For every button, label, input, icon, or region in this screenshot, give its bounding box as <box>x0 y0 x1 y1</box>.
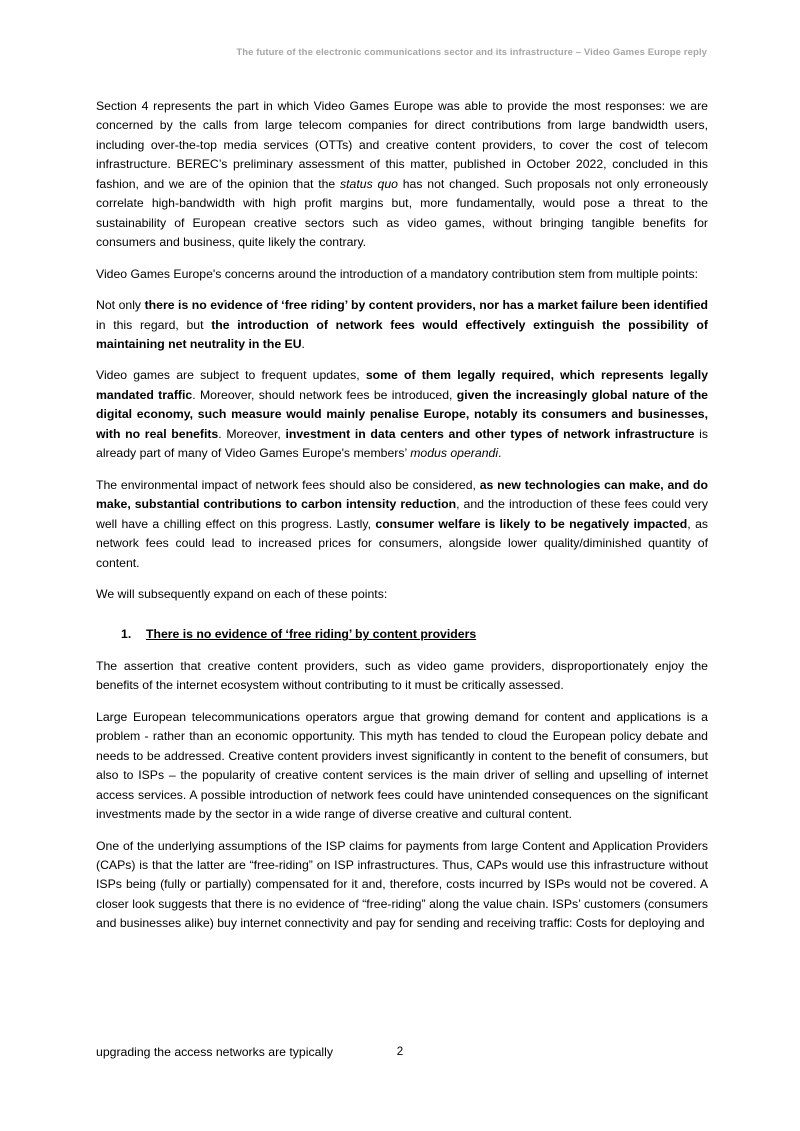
document-body <box>96 97 708 946</box>
paragraph-isp-free-riding-claims: One of the underlying assumptions of the ISP claims for payments from large Content and Application Providers (CAPs) is that the latter are “free-riding” on ISP infrastructures. Thus, CAPs would use this infrastructure without ISPs being (fully or partially) compensated for it and, therefore, costs incurred by ISPs would not be covered. A closer look suggests that there is no evidence of “free-riding” along the value chain. ISPs’ customers (consumers and businesses alike) buy internet connectivity and pay for sending and receiving traffic: Costs for deploying and <box>96 838 708 931</box>
section-heading-text: There is no evidence of ‘free riding’ by content providers <box>146 627 477 642</box>
paragraph-section4-overview: Section 4 represents the part in which Video Games Europe was able to provide the most responses: we are concerned by the calls from large telecom companies for direct contributions from large bandwidth users, including over-the-top media services (OTTs) and creative content providers, to cover the cost of telecom infrastructure. BEREC’s preliminary assessment of this matter, published in October 2022, concluded in this fashion, and we are of the opinion that the status quo has not changed. Such proposals not only erroneously correlate high-bandwidth with high profit margins but, more fundamentally, would pose a threat to the sustainability of European creative sectors such as video games, without bringing tangible benefits for consumers and business, quite likely the contrary. <box>96 99 708 250</box>
page-header <box>96 47 707 58</box>
paragraph-concerns-intro: Video Games Europe's concerns around the introduction of a mandatory contribution stem from multiple points: <box>96 266 699 281</box>
paragraph-environmental-consumer-welfare: The environmental impact of network fees should also be considered, as new technologies can make, and do make, substantial contributions to carbon intensity reduction, and the introduction of these fees could very well have a chilling effect on this progress. Lastly, consumer welfare is likely to be negatively impacted, as network fees could lead to increased prices for consumers, alongside lower quality/diminished quantity of content. <box>96 477 709 570</box>
paragraph-assertion-assessment: The assertion that creative content providers, such as video game providers, disproportionately enjoy the benefits of the internet ecosystem without contributing to it must be critically assessed. <box>96 658 708 693</box>
paragraph-no-evidence-net-neutrality: Not only there is no evidence of ‘free riding’ by content providers, nor has a market failure been identified in this regard, but the introduction of network fees would effectively extinguish the possibility of maintaining net neutrality in the EU. <box>96 298 708 351</box>
paragraph-telecom-operators-argument: Large European telecommunications operators argue that growing demand for content and applications is a problem - rather than an economic opportunity. This myth has tended to cloud the European policy debate and needs to be addressed. Creative content providers invest significantly in content to the benefit of consumers, but also to ISPs – the popularity of creative content services is the main driver of selling and upselling of internet access services. A possible introduction of network fees could have unintended consequences on the significant investments made by the sector in a wide range of diverse creative and cultural content. <box>96 709 708 822</box>
paragraph-legally-mandated-traffic: Video games are subject to frequent updates, some of them legally required, which represents legally mandated traffic. Moreover, should network fees be introduced, given the increasingly global nature of the digital economy, such measure would mainly penalise Europe, notably its consumers and businesses, with no real benefits. Moreover, investment in data centers and other types of network infrastructure is already part of many of Video Games Europe's members’ modus operandi. <box>96 368 709 461</box>
paragraph-continuation-line: upgrading the access networks are typically <box>96 1045 333 1059</box>
header-title: The future of the electronic communications sector and its infrastructure – Video Games Europe reply <box>236 47 707 58</box>
section-heading-1 <box>121 625 708 644</box>
page-number: 2 <box>396 1046 404 1058</box>
paragraph-expand-points: We will subsequently expand on each of these points: <box>96 586 388 601</box>
section-heading-number: 1. <box>121 627 132 642</box>
